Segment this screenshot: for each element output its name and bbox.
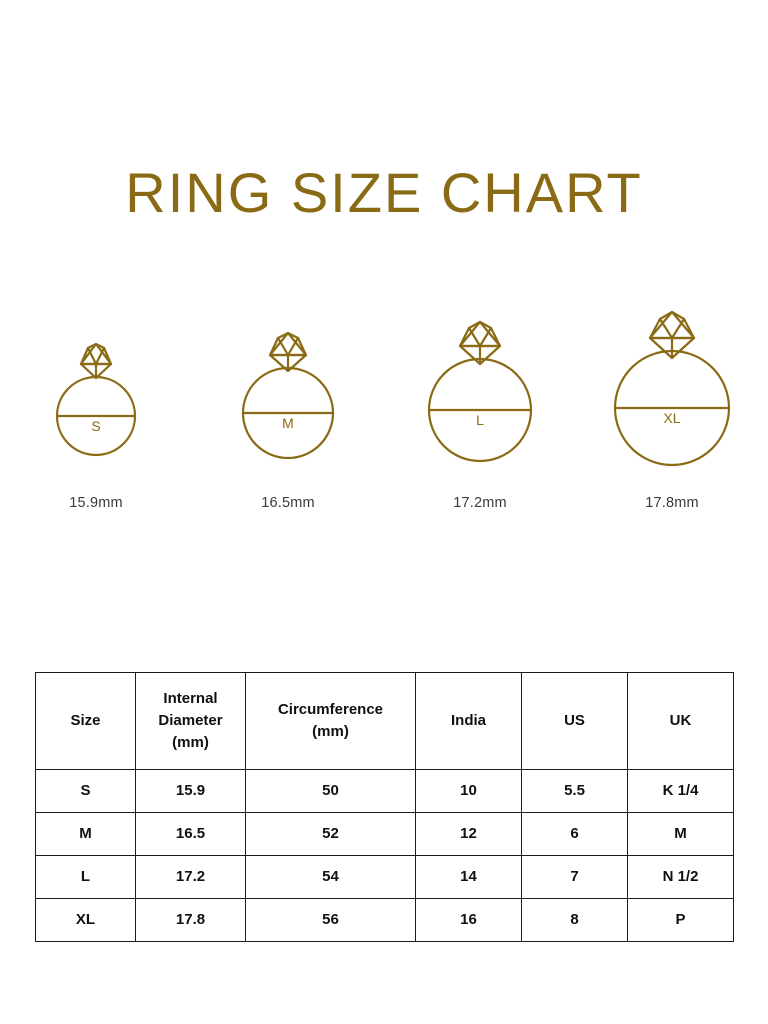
ring-item [390, 310, 570, 511]
ring-caption: 17.8mm [645, 495, 699, 511]
diamond-ring-icon [223, 310, 353, 475]
cell-diameter: 16.5 [136, 813, 246, 856]
table-header-row [36, 673, 734, 770]
cell-us: 6 [522, 813, 628, 856]
diamond-ring-icon [31, 310, 161, 475]
cell-circumference: 52 [246, 813, 416, 856]
cell-circumference: 56 [246, 899, 416, 942]
cell-circumference: 54 [246, 856, 416, 899]
table-row [36, 856, 734, 899]
table-body [36, 770, 734, 942]
header-line: (mm) [172, 733, 209, 751]
cell-uk: N 1/2 [628, 856, 734, 899]
cell-size: XL [36, 899, 136, 942]
diamond-ring-icon [597, 310, 747, 475]
column-header-circumference [246, 673, 416, 770]
cell-india: 16 [416, 899, 522, 942]
column-header-size: Size [36, 673, 136, 770]
header-line: Circumference [277, 701, 384, 719]
cell-uk: P [628, 899, 734, 942]
cell-size: M [36, 813, 136, 856]
cell-size: S [36, 770, 136, 813]
table-row [36, 770, 734, 813]
ring-caption: 15.9mm [69, 495, 123, 511]
header-line: Internal [163, 690, 218, 708]
table-row [36, 813, 734, 856]
table-header [36, 673, 734, 770]
ring-item [198, 310, 378, 511]
table-row [36, 899, 734, 942]
cell-us: 7 [522, 856, 628, 899]
ring-size-label: S [88, 418, 103, 434]
cell-us: 5.5 [522, 770, 628, 813]
ring-size-table [35, 672, 734, 942]
diamond-ring-icon [410, 310, 550, 475]
ring-size-label: XL [659, 410, 684, 426]
header-line: Diameter [158, 712, 223, 730]
cell-size: L [36, 856, 136, 899]
ring-item [6, 310, 186, 511]
cell-circumference: 50 [246, 770, 416, 813]
cell-uk: K 1/4 [628, 770, 734, 813]
column-header-uk: UK [628, 673, 734, 770]
cell-us: 8 [522, 899, 628, 942]
page-title: RING SIZE CHART [125, 161, 643, 224]
ring-illustrations-row [0, 310, 768, 511]
column-header-us: US [522, 673, 628, 770]
cell-diameter: 17.8 [136, 899, 246, 942]
column-header-india: India [416, 673, 522, 770]
ring-caption: 17.2mm [453, 495, 507, 511]
ring-size-label: L [473, 412, 487, 428]
cell-uk: M [628, 813, 734, 856]
ring-caption: 16.5mm [261, 495, 315, 511]
ring-item [582, 310, 762, 511]
cell-india: 10 [416, 770, 522, 813]
ring-size-label: M [279, 415, 297, 431]
size-table-wrapper [35, 672, 733, 942]
column-header-internal-diameter [136, 673, 246, 770]
cell-diameter: 17.2 [136, 856, 246, 899]
header-line: (mm) [312, 723, 349, 740]
cell-india: 14 [416, 856, 522, 899]
cell-diameter: 15.9 [136, 770, 246, 813]
cell-india: 12 [416, 813, 522, 856]
